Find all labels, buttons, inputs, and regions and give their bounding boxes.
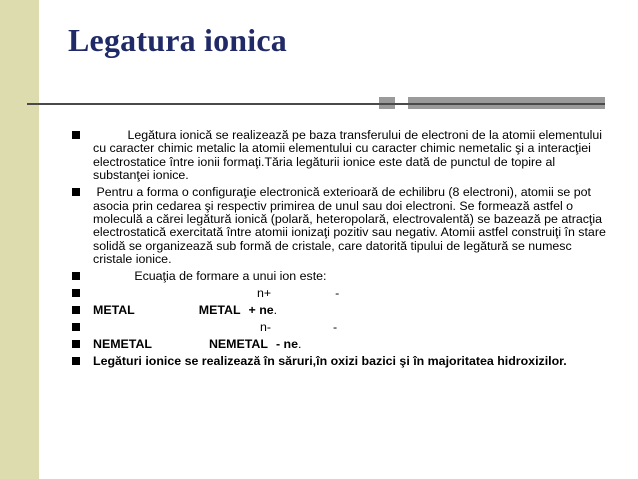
bullet-metal-equation bbox=[72, 304, 612, 317]
metal-product: METAL bbox=[198, 302, 241, 317]
slide-title: Legatura ionica bbox=[68, 22, 287, 58]
nonmetal-reactant: NEMETAL bbox=[93, 336, 152, 351]
nonmetal-electrons: - ne bbox=[275, 336, 298, 351]
bullet-ionic-bond-definition bbox=[72, 129, 612, 183]
slide-body bbox=[72, 129, 612, 372]
metal-arrow-sign: - bbox=[335, 285, 340, 300]
square-bullet-icon bbox=[72, 289, 80, 297]
left-decorative-band bbox=[0, 0, 39, 479]
bullet-metal-charge-line bbox=[72, 287, 612, 300]
bullet-text: Pentru a forma o configuraţie electronică exterioară de echilibru (8 electroni), atomii se pot asocia prin cedarea şi respectiv primirea de unul sau doi electroni. Se formează astfel o moleculă a cărei legătură ionică (polară, heteropolară, electrovalentă) se bazează pe atracţia electrostatică exercitată între atomii ionizaţi pozitiv sau negativ. Atomii astfel construiţi în stare solidă se organizează sub formă de cristale, care datorită tipului de legătură se numesc cristale ionice. bbox=[93, 185, 610, 267]
nonmetal-period: . bbox=[297, 336, 302, 351]
nonmetal-arrow-sign: - bbox=[333, 319, 338, 334]
square-bullet-icon bbox=[72, 272, 80, 280]
metal-ion-superscript: n+ bbox=[257, 285, 272, 300]
square-bullet-icon bbox=[72, 306, 80, 314]
bullet-ion-equation-intro bbox=[72, 270, 612, 283]
title-rule bbox=[27, 103, 605, 105]
bullet-conclusion bbox=[72, 355, 612, 368]
square-bullet-icon bbox=[72, 340, 80, 348]
bullet-nonmetal-equation bbox=[72, 338, 612, 351]
metal-reactant: METAL bbox=[93, 302, 135, 317]
square-bullet-icon bbox=[72, 131, 80, 139]
nonmetal-ion-superscript: n- bbox=[260, 319, 272, 334]
metal-period: . bbox=[273, 302, 278, 317]
square-bullet-icon bbox=[72, 323, 80, 331]
bullet-text: Ecuaţia de formare a unui ion este: bbox=[93, 269, 327, 284]
conclusion-text: Legături ionice se realizează în săruri,în oxizi bazici şi în majoritatea hidroxizilor. bbox=[93, 353, 567, 368]
bullet-electron-configuration bbox=[72, 186, 612, 266]
square-bullet-icon bbox=[72, 188, 80, 196]
square-bullet-icon bbox=[72, 357, 80, 365]
bullet-text: Legătura ionică se realizează pe baza transferului de electroni de la atomii elementului cu caracter chimic metalic la atomii elementului cu caracter chimic nemetalic şi a interacţiei electrostatice între ionii formaţi.Tăria legăturii ionice este dată de punctul de topire al substanţei ionice. bbox=[93, 128, 606, 183]
metal-electrons: + ne bbox=[248, 302, 274, 317]
bullet-nonmetal-charge-line bbox=[72, 321, 612, 334]
nonmetal-product: NEMETAL bbox=[208, 336, 268, 351]
